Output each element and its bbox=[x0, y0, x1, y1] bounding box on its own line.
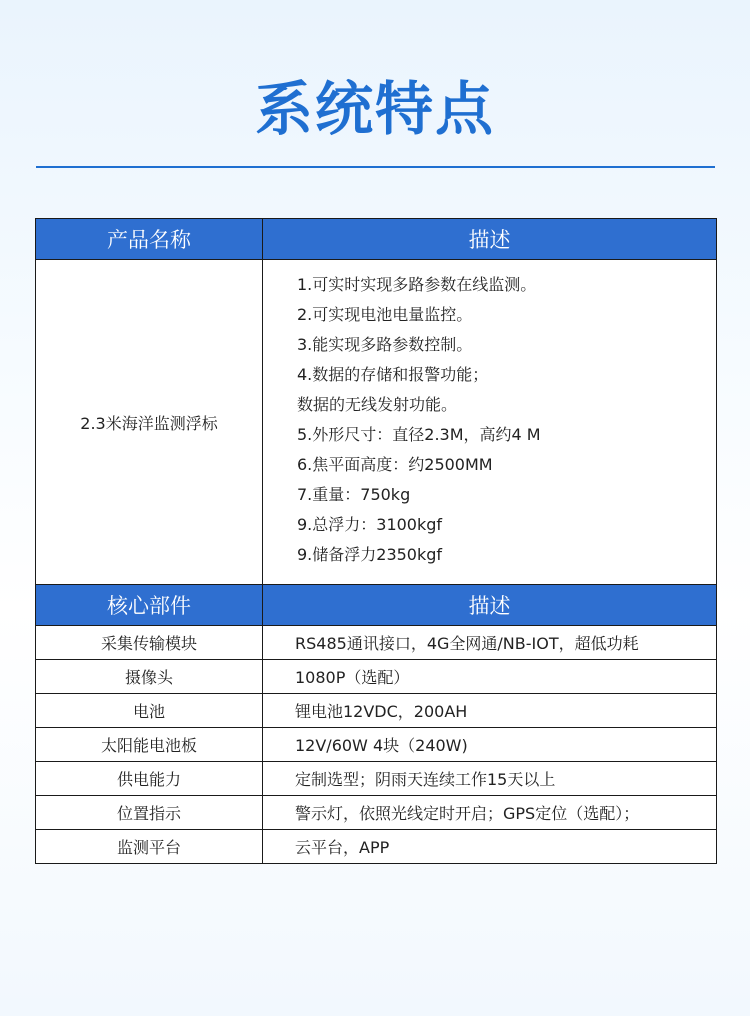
table-row bbox=[36, 796, 717, 830]
description-line: 6.焦平面高度：约2500MM bbox=[297, 455, 493, 474]
component-description: 锂电池12VDC，200AH bbox=[263, 694, 717, 728]
table-row bbox=[36, 830, 717, 864]
page-title: 系统特点 bbox=[254, 75, 495, 143]
spec-table bbox=[35, 218, 717, 864]
header-description: 描述 bbox=[263, 219, 717, 260]
header-component-description: 描述 bbox=[263, 585, 717, 626]
component-name: 监测平台 bbox=[36, 830, 263, 864]
table-row bbox=[36, 694, 717, 728]
description-line: 数据的无线发射功能。 bbox=[297, 395, 458, 414]
description-line: 2.可实现电池电量监控。 bbox=[297, 305, 473, 324]
component-name: 采集传输模块 bbox=[36, 626, 263, 660]
component-header-row bbox=[36, 585, 717, 626]
component-name: 摄像头 bbox=[36, 660, 263, 694]
table-row bbox=[36, 660, 717, 694]
table-row bbox=[36, 626, 717, 660]
description-line: 7.重量：750kg bbox=[297, 485, 411, 504]
header-product-name: 产品名称 bbox=[36, 219, 263, 260]
description-line: 5.外形尺寸：直径2.3M，高约4 M bbox=[297, 425, 541, 444]
product-header-row bbox=[36, 219, 717, 260]
description-line: 4.数据的存储和报警功能； bbox=[297, 365, 489, 384]
component-description: 警示灯，依照光线定时开启；GPS定位（选配）； bbox=[263, 796, 717, 830]
component-description: 12V/60W 4块（240W) bbox=[263, 728, 717, 762]
table-row bbox=[36, 762, 717, 796]
component-description: 云平台，APP bbox=[263, 830, 717, 864]
description-line: 9.储备浮力2350kgf bbox=[297, 545, 443, 564]
component-name: 电池 bbox=[36, 694, 263, 728]
component-name: 供电能力 bbox=[36, 762, 263, 796]
product-name-cell: 2.3米海洋监测浮标 bbox=[36, 260, 263, 585]
component-description: RS485通讯接口，4G全网通/NB-IOT，超低功耗 bbox=[263, 626, 717, 660]
title-divider bbox=[36, 166, 715, 168]
component-description: 1080P（选配） bbox=[263, 660, 717, 694]
description-line: 9.总浮力：3100kgf bbox=[297, 515, 443, 534]
product-row bbox=[36, 260, 717, 585]
description-line: 1.可实时实现多路参数在线监测。 bbox=[297, 275, 537, 294]
product-description-cell bbox=[263, 260, 717, 585]
description-line: 3.能实现多路参数控制。 bbox=[297, 335, 473, 354]
component-name: 位置指示 bbox=[36, 796, 263, 830]
header-core-component: 核心部件 bbox=[36, 585, 263, 626]
table-row bbox=[36, 728, 717, 762]
component-description: 定制选型；阴雨天连续工作15天以上 bbox=[263, 762, 717, 796]
component-name: 太阳能电池板 bbox=[36, 728, 263, 762]
